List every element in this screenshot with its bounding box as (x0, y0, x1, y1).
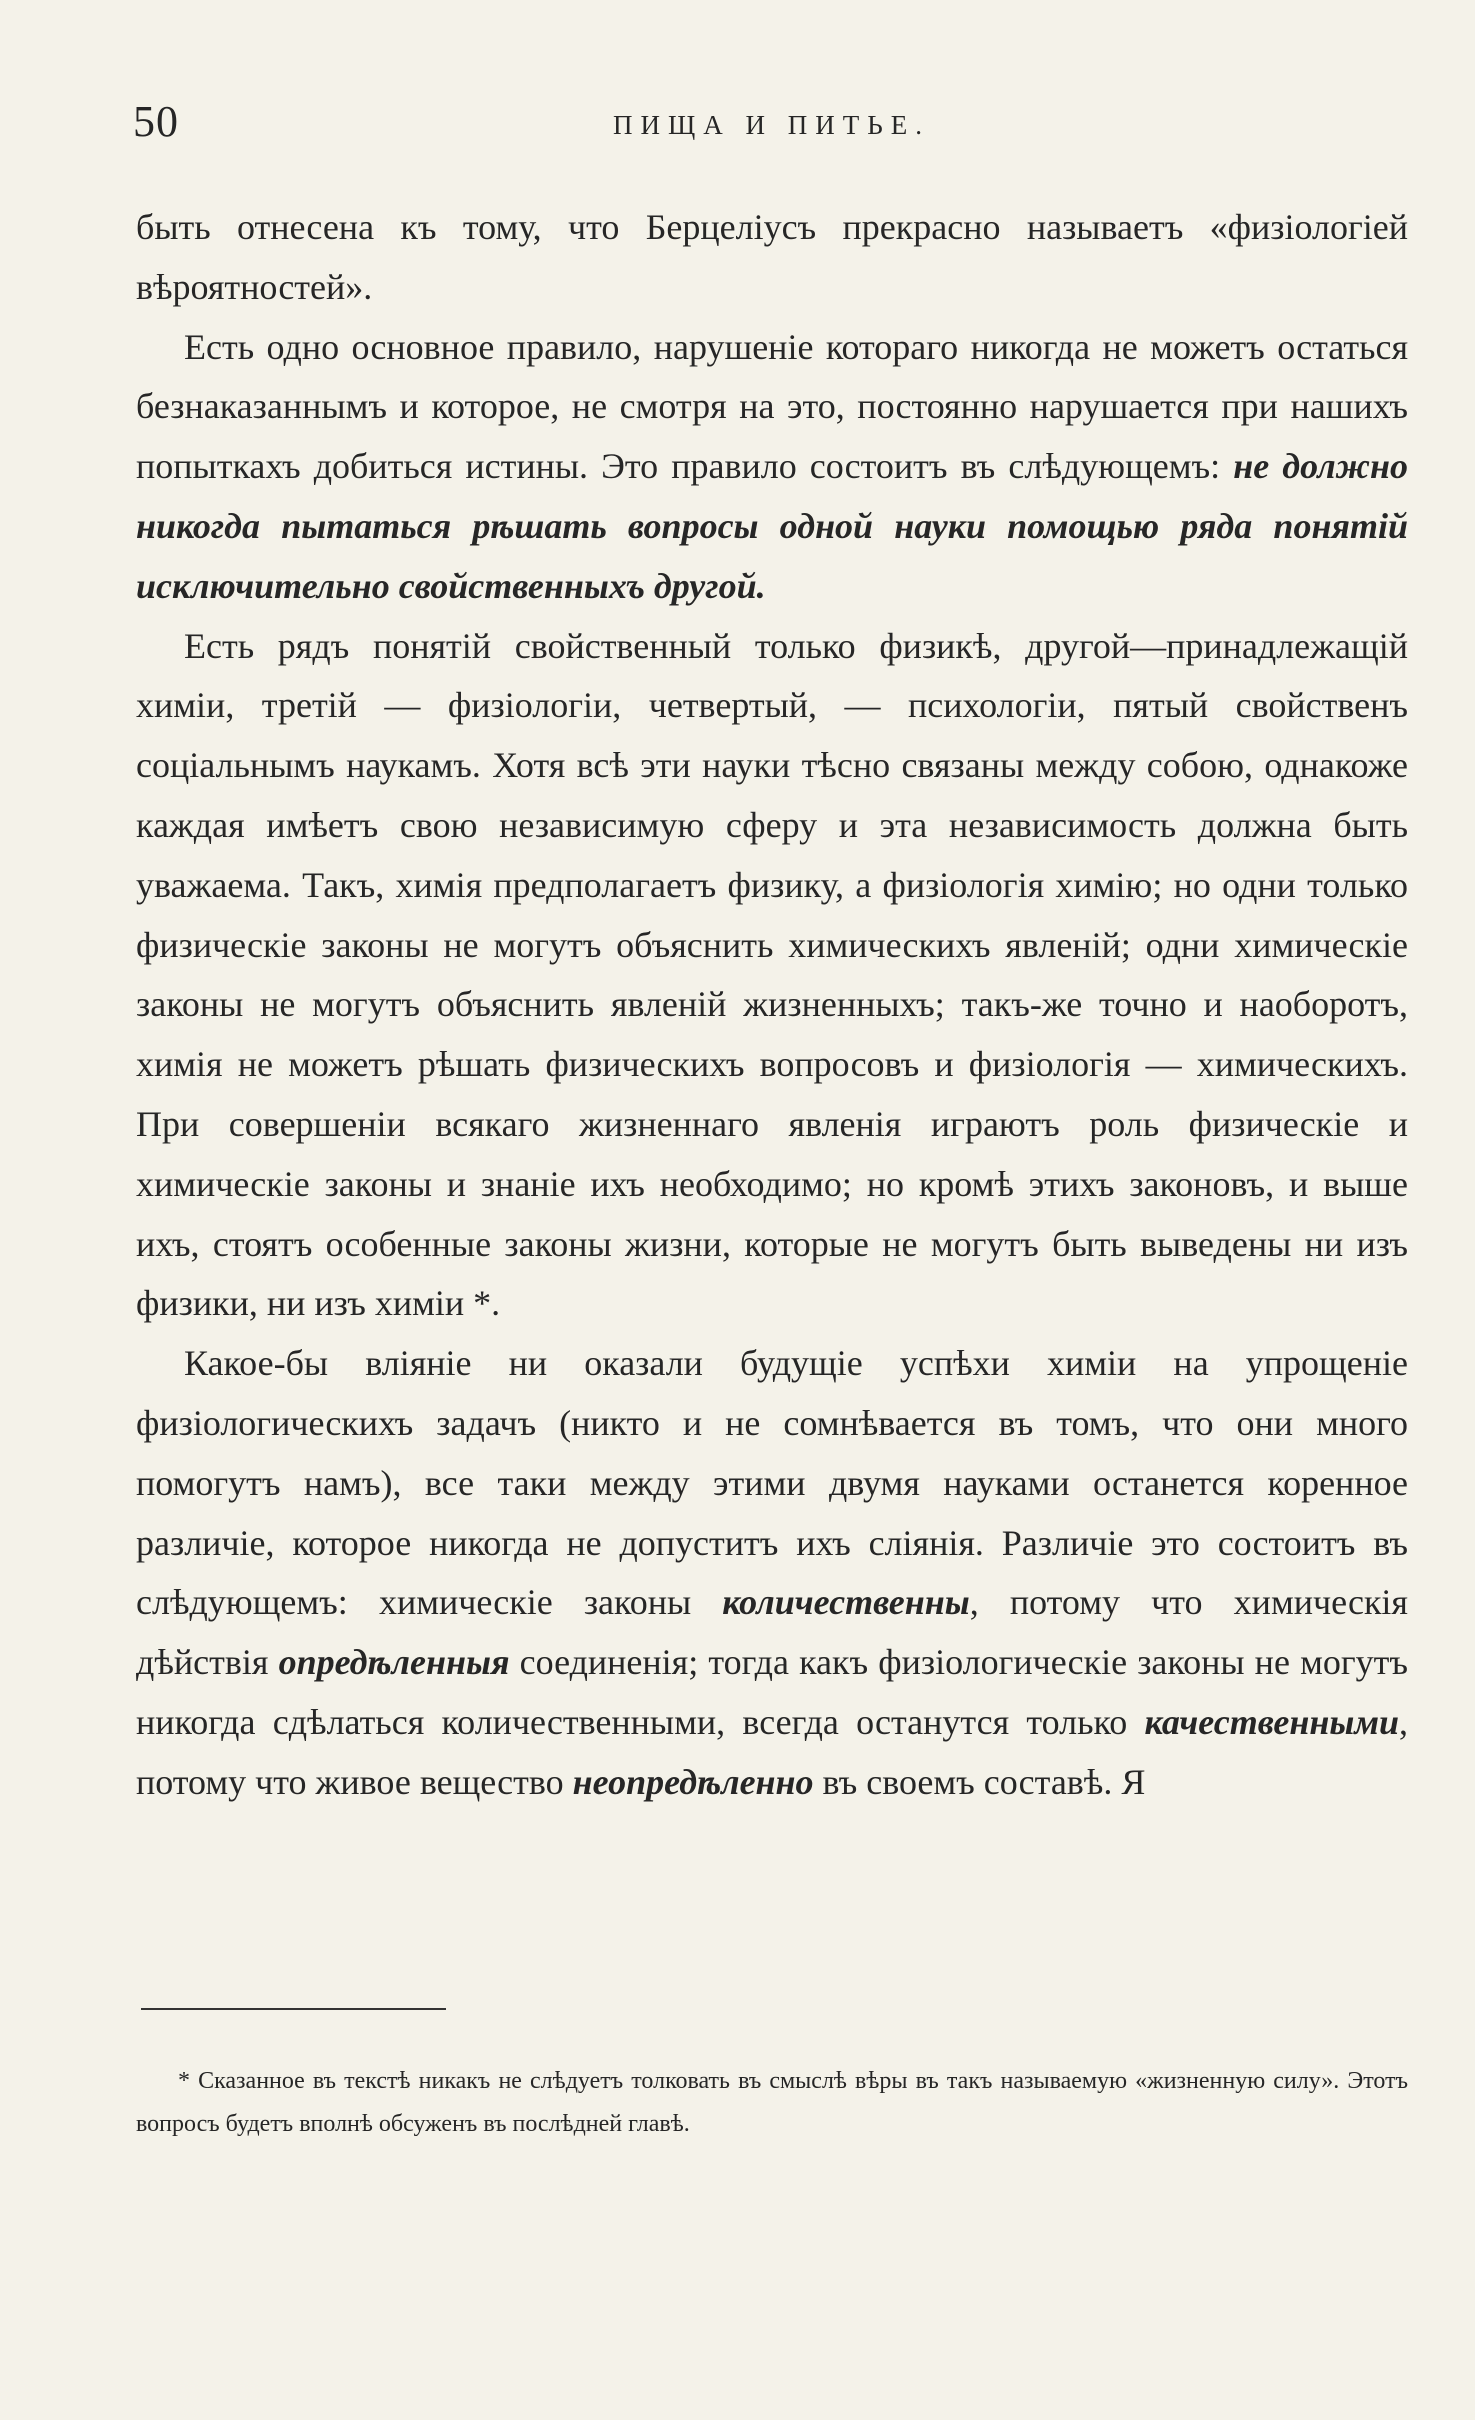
body-text (136, 198, 1408, 1813)
text-run: , потому что живое вещество (136, 1701, 1408, 1802)
emphasis-run: качественными (1144, 1701, 1399, 1742)
text-run: Есть одно основное правило, нарушеніе котораго никогда не можетъ остаться безнаказаннымъ и которое, не смотря на это, постоянно нарушается при нашихъ попыткахъ добиться истины. Это правило состоитъ въ слѣдующемъ: (136, 326, 1408, 487)
text-run: быть отнесена къ тому, что Берцеліусъ прекрасно называетъ «физіологіей вѣроятностей». (136, 207, 1408, 307)
footnote: * Сказанное въ текстѣ никакъ не слѣдуетъ толковать въ смыслѣ вѣры въ такъ называемую «жизненную силу». Этотъ вопросъ будетъ вполнѣ обсуженъ въ послѣдней главѣ. (136, 2068, 1408, 2137)
emphasis-run: опредѣленныя (278, 1642, 510, 1683)
running-head (133, 96, 1410, 156)
paragraph-4 (136, 1334, 1408, 1812)
paragraph-3 (136, 617, 1408, 1335)
text-run: Есть рядъ понятій свойственный только физикѣ, другой—принадлежащій химіи, третій — физіологіи, четвертый, — психологіи, пятый свойственъ соціальнымъ наукамъ. Хотя всѣ эти науки тѣсно связаны между собою, однакоже каждая имѣетъ свою независимую сферу и эта независимость должна быть уважаема. Такъ, химія предполагаетъ физику, а физіологія химію; но одни только физическіе законы не могутъ объяснить химическихъ явленій; одни химическіе законы не могутъ объяснить явленій жизненныхъ; такъ-же точно и наоборотъ, химія не можетъ рѣшать физическихъ вопросовъ и физіологія — химическихъ. При совершеніи всякаго жизненнаго явленія играютъ роль физическіе и химическіе законы и знаніе ихъ необходимо; но кромѣ этихъ законовъ, и выше ихъ, стоятъ особенные законы жизни, которые не могутъ быть выведены ни изъ физики, ни изъ химіи *. (136, 625, 1408, 1324)
text-run: Какое-бы вліяніе ни оказали будущіе успѣхи химіи на упрощеніе физіологическихъ задачъ (никто и не сомнѣвается въ томъ, что они много помогутъ намъ), все таки между этими двумя науками останется коренное различіе, которое никогда не допуститъ ихъ сліянія. Различіе это состоитъ въ слѣдующемъ: химическіе законы (136, 1343, 1408, 1623)
footnote-rule (141, 2008, 446, 2010)
emphasis-run: неопредѣленно (572, 1761, 814, 1802)
page-number: 50 (133, 97, 179, 146)
paragraph-1 (136, 198, 1408, 318)
text-run: , потому что химическія дѣйствія (136, 1582, 1408, 1683)
running-title: ПИЩА И ПИТЬЕ. (613, 110, 930, 140)
paragraph-2 (136, 318, 1408, 617)
emphasis-run: количественны (722, 1582, 970, 1623)
text-run: въ своемъ составѣ. Я (813, 1761, 1146, 1802)
text-run: соединенія; тогда какъ физіологическіе законы не могутъ никогда сдѣлаться количественными, всегда останутся только (136, 1642, 1408, 1742)
emphasis-run: не должно никогда пытаться рѣшать вопросы одной науки помощью ряда понятій исключительно свойственныхъ другой. (136, 446, 1408, 606)
